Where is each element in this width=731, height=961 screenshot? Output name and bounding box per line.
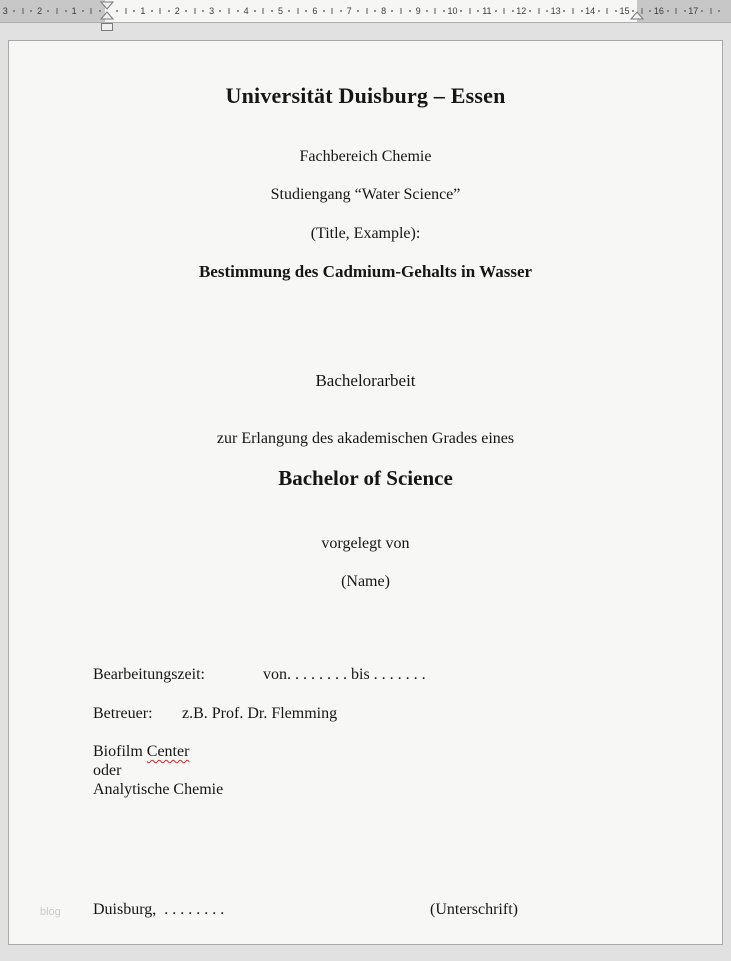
blog-watermark: blog — [40, 906, 61, 918]
submitted-by-line[interactable]: vorgelegt von — [321, 535, 410, 552]
department-line[interactable]: Fachbereich Chemie — [299, 148, 432, 165]
horizontal-ruler[interactable]: 3 2 1 1 2 3 4 5 6 7 8 9 10 11 12 13 14 15 16 17 — [0, 0, 731, 23]
processing-time-label[interactable]: Bearbeitungszeit: — [93, 666, 205, 683]
signature-hint[interactable]: (Unterschrift) — [430, 901, 518, 918]
first-line-indent-marker[interactable] — [100, 1, 114, 10]
place-date[interactable]: Duisburg, . . . . . . . . — [93, 901, 225, 918]
signature-row[interactable] — [93, 901, 722, 919]
processing-time-value[interactable]: von. . . . . . . . bis . . . . . . . — [263, 666, 426, 683]
document-page[interactable] — [8, 40, 723, 945]
university-title[interactable]: Universität Duisburg – Essen — [225, 83, 506, 108]
institute-alternative-line[interactable]: Analytische Chemie — [93, 781, 224, 798]
author-placeholder-line[interactable]: (Name) — [341, 573, 390, 590]
supervisor-value[interactable]: z.B. Prof. Dr. Flemming — [182, 705, 338, 722]
right-indent-marker[interactable] — [630, 11, 644, 20]
institute-primary-flagged-word[interactable]: Center — [146, 743, 190, 760]
thesis-title[interactable]: Bestimmung des Cadmium-Gehalts in Wasser — [198, 262, 533, 281]
institute-primary-line[interactable] — [93, 743, 189, 761]
institute-primary-prefix[interactable]: Biofilm — [93, 743, 143, 760]
processing-time-line[interactable] — [93, 666, 426, 684]
degree-intro-line[interactable]: zur Erlangung des akademischen Grades eines — [216, 430, 515, 447]
institute-or-line[interactable]: oder — [93, 762, 122, 779]
thesis-type-line[interactable]: Bachelorarbeit — [315, 371, 416, 390]
hanging-indent-marker[interactable] — [100, 11, 114, 20]
title-hint-line[interactable]: (Title, Example): — [310, 225, 421, 242]
supervisor-line[interactable] — [93, 705, 337, 723]
supervisor-label[interactable]: Betreuer: — [93, 705, 153, 722]
left-indent-marker[interactable] — [100, 22, 114, 32]
program-line[interactable]: Studiengang “Water Science” — [270, 186, 461, 203]
degree-line[interactable]: Bachelor of Science — [278, 466, 453, 490]
